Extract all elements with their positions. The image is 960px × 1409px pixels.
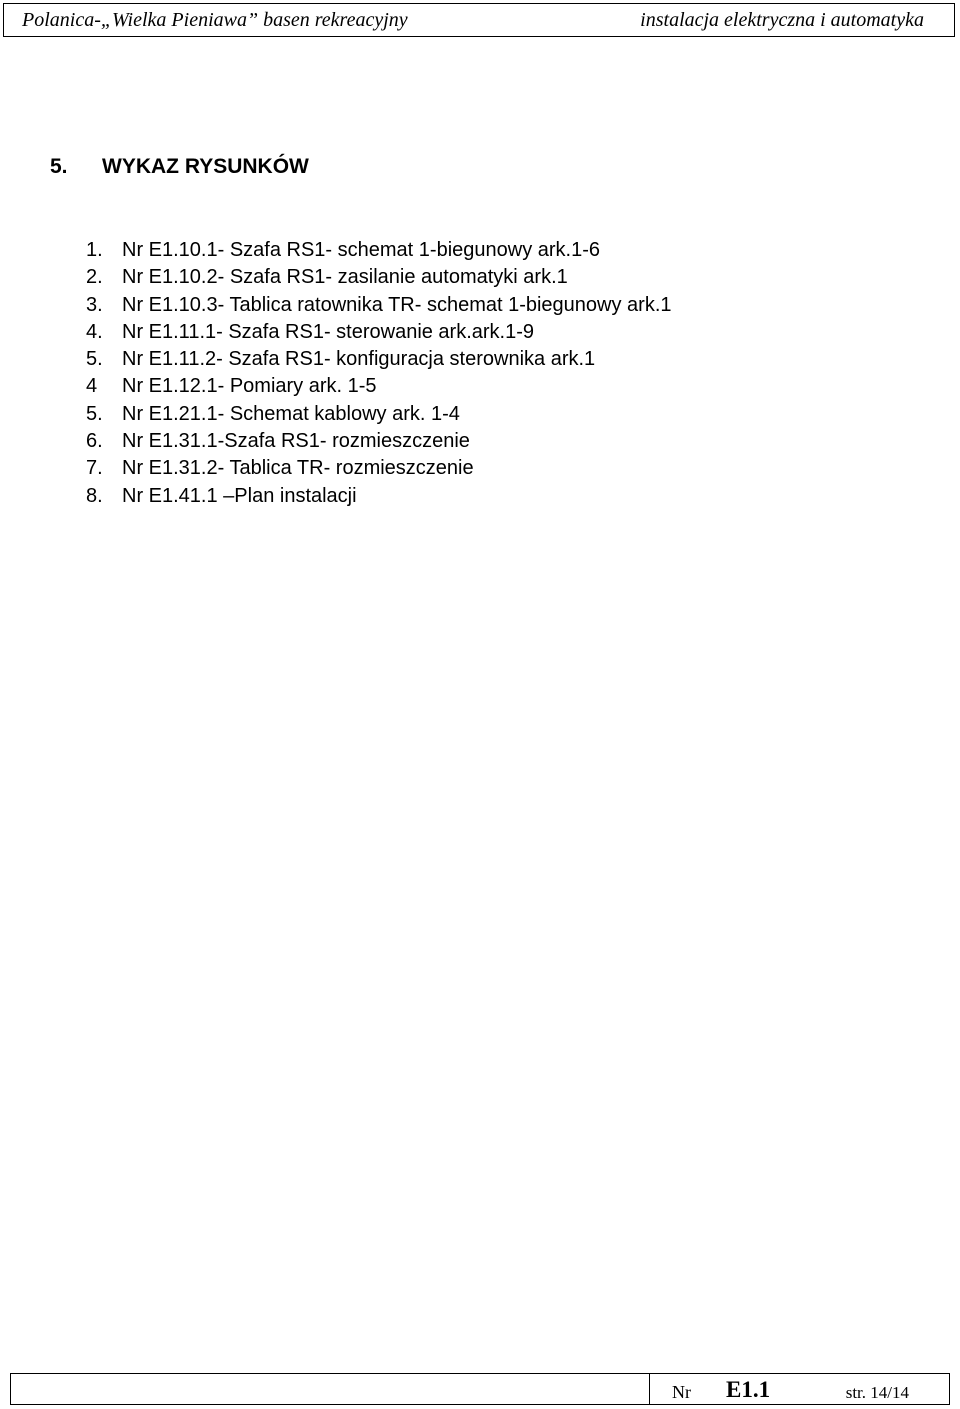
list-item <box>86 319 672 346</box>
list-item-text: Nr E1.41.1 –Plan instalacji <box>122 484 357 507</box>
list-item-text: Nr E1.11.1- Szafa RS1- sterowanie ark.ark.1-9 <box>122 320 535 343</box>
footer-title-block <box>649 1374 949 1404</box>
header-discipline: instalacja elektryczna i automatyka <box>640 9 924 31</box>
footer-drawing-code: E1.1 <box>726 1377 771 1402</box>
section-heading <box>50 155 309 179</box>
header-project-title: Polanica-„Wielka Pieniawa” basen rekreacyjny <box>22 9 408 31</box>
list-item-text: Nr E1.11.2- Szafa RS1- konfiguracja sterownika ark.1 <box>122 348 596 371</box>
section-title: WYKAZ RYSUNKÓW <box>102 155 309 178</box>
list-item <box>86 428 672 455</box>
list-item-text: Nr E1.31.2- Tablica TR- rozmieszczenie <box>122 457 474 480</box>
list-item <box>86 483 672 510</box>
list-item-text: Nr E1.12.1- Pomiary ark. 1-5 <box>122 375 377 398</box>
footer-nr-label: Nr <box>672 1382 691 1402</box>
list-item <box>86 264 672 291</box>
page-footer <box>10 1373 950 1405</box>
drawing-list <box>86 237 672 510</box>
list-item <box>86 346 672 373</box>
list-item <box>86 373 672 400</box>
list-item-text: Nr E1.21.1- Schemat kablowy ark. 1-4 <box>122 402 460 425</box>
list-item-index: 4. <box>86 320 103 343</box>
list-item-text: Nr E1.10.3- Tablica ratownika TR- schemat 1-biegunowy ark.1 <box>122 293 672 316</box>
list-item <box>86 292 672 319</box>
list-item-index: 7. <box>86 457 103 480</box>
list-item-text: Nr E1.31.1-Szafa RS1- rozmieszczenie <box>122 430 470 453</box>
footer-page-number: str. 14/14 <box>845 1383 909 1402</box>
list-item-index: 3. <box>86 293 103 316</box>
list-item-index: 4 <box>86 375 98 398</box>
list-item <box>86 237 672 264</box>
list-item-index: 5. <box>86 402 103 425</box>
list-item-index: 1. <box>86 239 103 261</box>
list-item-index: 8. <box>86 484 103 507</box>
list-item-text: Nr E1.10.1- Szafa RS1- schemat 1-biegunowy ark.1-6 <box>122 239 600 261</box>
list-item <box>86 455 672 482</box>
list-item-index: 6. <box>86 430 103 453</box>
list-item-index: 5. <box>86 348 103 371</box>
list-item <box>86 401 672 428</box>
section-number: 5. <box>50 155 68 178</box>
page-header <box>3 3 955 37</box>
list-item-index: 2. <box>86 266 103 289</box>
list-item-text: Nr E1.10.2- Szafa RS1- zasilanie automatyki ark.1 <box>122 266 568 289</box>
